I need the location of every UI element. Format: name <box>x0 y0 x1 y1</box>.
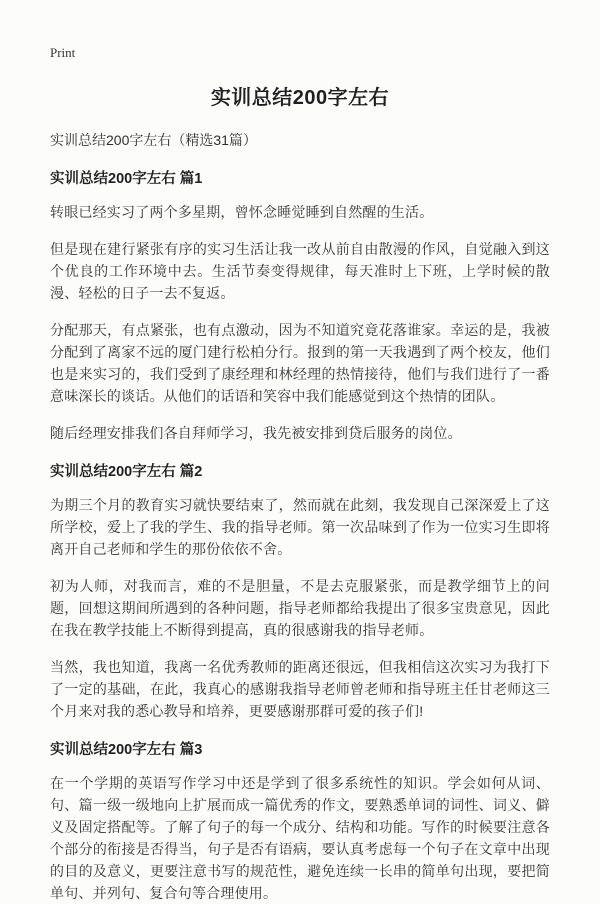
paragraph: 随后经理安排我们各自拜师学习，我先被安排到贷后服务的岗位。 <box>50 425 462 441</box>
print-link[interactable]: Print <box>50 45 76 60</box>
paragraph: 为期三个月的教育实习就快要结束了，然而就在此刻，我发现自己深深爱上了这所学校，爱上了我的学生、我的指导老师。第一次品味到了作为一位实习生即将离开自己老师和学生的那份依依不舍。 <box>50 497 550 557</box>
article-section <box>50 460 550 722</box>
section-heading: 实训总结200字左右 篇1 <box>50 171 203 187</box>
page-title: 实训总结200字左右 <box>210 87 390 109</box>
section-heading: 实训总结200字左右 篇3 <box>50 742 203 758</box>
paragraph: 分配那天，有点紧张，也有点激动，因为不知道究竟花落谁家。幸运的是，我被分配到了离家不远的厦门建行松柏分行。报到的第一天我遇到了两个校友，他们也是来实习的，我们受到了康经理和林经理的热情接待，他们与我们进行了一番意味深长的谈话。从他们的话语和笑容中我们能感觉到这个热情的团队。 <box>50 322 550 404</box>
article-section <box>50 167 550 444</box>
article-section <box>50 738 550 904</box>
paragraph: 当然，我也知道，我离一名优秀教师的距离还很远，但我相信这次实习为我打下了一定的基础，在此，我真心的感谢我指导老师曾老师和指导班主任甘老师这三个月来对我的悉心教导和培养，更要感谢那群可爱的孩子们! <box>50 659 550 719</box>
paragraph: 在一个学期的英语写作学习中还是学到了很多系统性的知识。学会如何从词、句、篇一级一级地向上扩展而成一篇优秀的作文，要熟悉单词的词性、词义、僻义及固定搭配等。了解了句子的每一个成分、结构和功能。写作的时候要注意各个部分的衔接是否得当，句子是否有语病，要认真考虑每一个句子在文章中出现的目的及意义，更要注意书写的规范性，避免连续一长串的简单句出现，要把简单句、并列句、复合句等合理使用。 <box>50 775 550 901</box>
paragraph: 初为人师，对我而言，难的不是胆量，不是去克服紧张，而是教学细节上的问题，回想这期间所遇到的各种问题，指导老师都给我提出了很多宝贵意见，因此在我在教学技能上不断得到提高，真的很感谢我的指导老师。 <box>50 578 550 638</box>
paragraph: 但是现在建行紧张有序的实习生活让我一改从前自由散漫的作风，自觉融入到这个优良的工作环境中去。生活节奏变得规律，每天准时上下班，上学时候的散漫、轻松的日子一去不复返。 <box>50 241 550 301</box>
paragraph: 转眼已经实习了两个多星期，曾怀念睡觉睡到自然醒的生活。 <box>50 204 434 220</box>
doc-subtitle: 实训总结200字左右（精选31篇） <box>50 132 257 148</box>
section-heading: 实训总结200字左右 篇2 <box>50 464 203 480</box>
